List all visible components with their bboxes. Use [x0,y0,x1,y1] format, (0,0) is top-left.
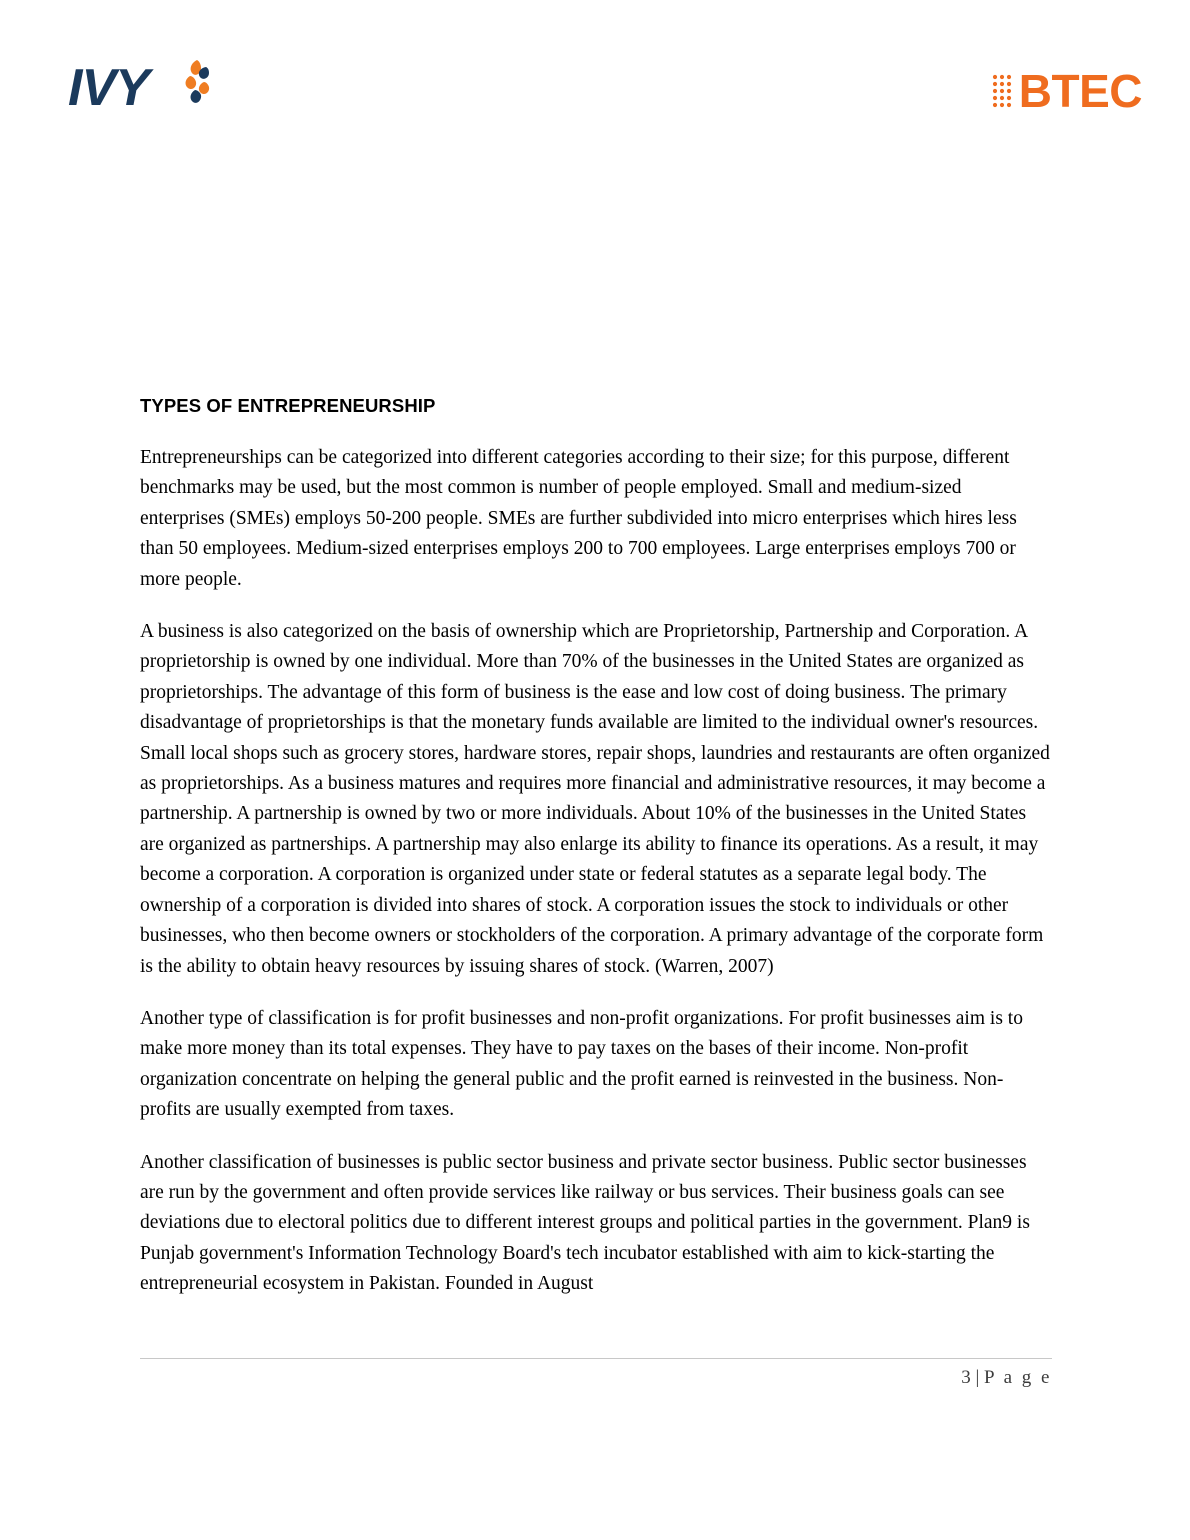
page-footer [140,1358,1052,1389]
ivy-logo [68,59,149,117]
ivy-leaf-icon [178,54,218,110]
btec-logo-text: BTEC [1018,65,1142,117]
page-header [0,0,1190,170]
body-paragraph: Another classification of businesses is public sector business and private sector business. Public sector businesses are run by the government and often provide services like railway or bus services. Their business goals can see deviations due to electoral politics due to different interest groups and political parties in the government. Plan9 is Punjab government's Information Technology Board's tech incubator established with aim to kick-starting the entrepreneurial ecosystem in Pakistan. Founded in August [140,1151,1030,1295]
body-paragraph: Another type of classification is for profit businesses and non-profit organizations. For profit businesses aim is to make more money than its total expenses. They have to pay taxes on the bases of their income. Non-profit organization concentrate on helping the general public and the profit earned is reinvested in the business. Non-profits are usually exempted from taxes. [140,1007,1023,1121]
footer-page-indicator [140,1367,1052,1389]
footer-page-number: 3 [961,1367,971,1388]
body-paragraph: Entrepreneurships can be categorized into different categories according to their size; for this purpose, different benchmarks may be used, but the most common is number of people employed. Small and medium-sized enterprises (SMEs) employs 50-200 people. SMEs are further subdivided into micro enterprises which hires less than 50 employees. Medium-sized enterprises employs 200 to 700 employees. Large enterprises employs 700 or more people. [140,447,1017,590]
page-title: TYPES OF ENTREPRENEURSHIP [140,395,436,416]
btec-logo [991,65,1142,117]
btec-dots-icon [991,71,1017,111]
footer-separator: | [975,1367,980,1388]
footer-page-label: P a g e [984,1367,1052,1388]
body-paragraph: A business is also categorized on the basis of ownership which are Proprietorship, Partnership and Corporation. A proprietorship is owned by one individual. More than 70% of the businesses in the United States are organized as proprietorships. The advantage of this form of business is the ease and low cost of doing business. The primary disadvantage of proprietorships is that the monetary funds available are limited to the individual owner's resources. Small local shops such as grocery stores, hardware stores, repair shops, laundries and restaurants are often organized as proprietorships. As a business matures and requires more financial and administrative resources, it may become a partnership. A partnership is owned by two or more individuals. About 10% of the businesses in the United States are organized as partnerships. A partnership may also enlarge its ability to finance its operations. As a result, it may become a corporation. A corporation is organized under state or federal statutes as a separate legal body. The ownership of a corporation is divided into shares of stock. A corporation issues the stock to individuals or other businesses, who then become owners or stockholders of the corporation. A primary advantage of the corporate form is the ability to obtain heavy resources by issuing shares of stock. (Warren, 2007) [140,621,1050,977]
footer-divider [140,1358,1052,1359]
ivy-logo-text: IVY [68,59,149,117]
document-body [140,395,1050,1300]
